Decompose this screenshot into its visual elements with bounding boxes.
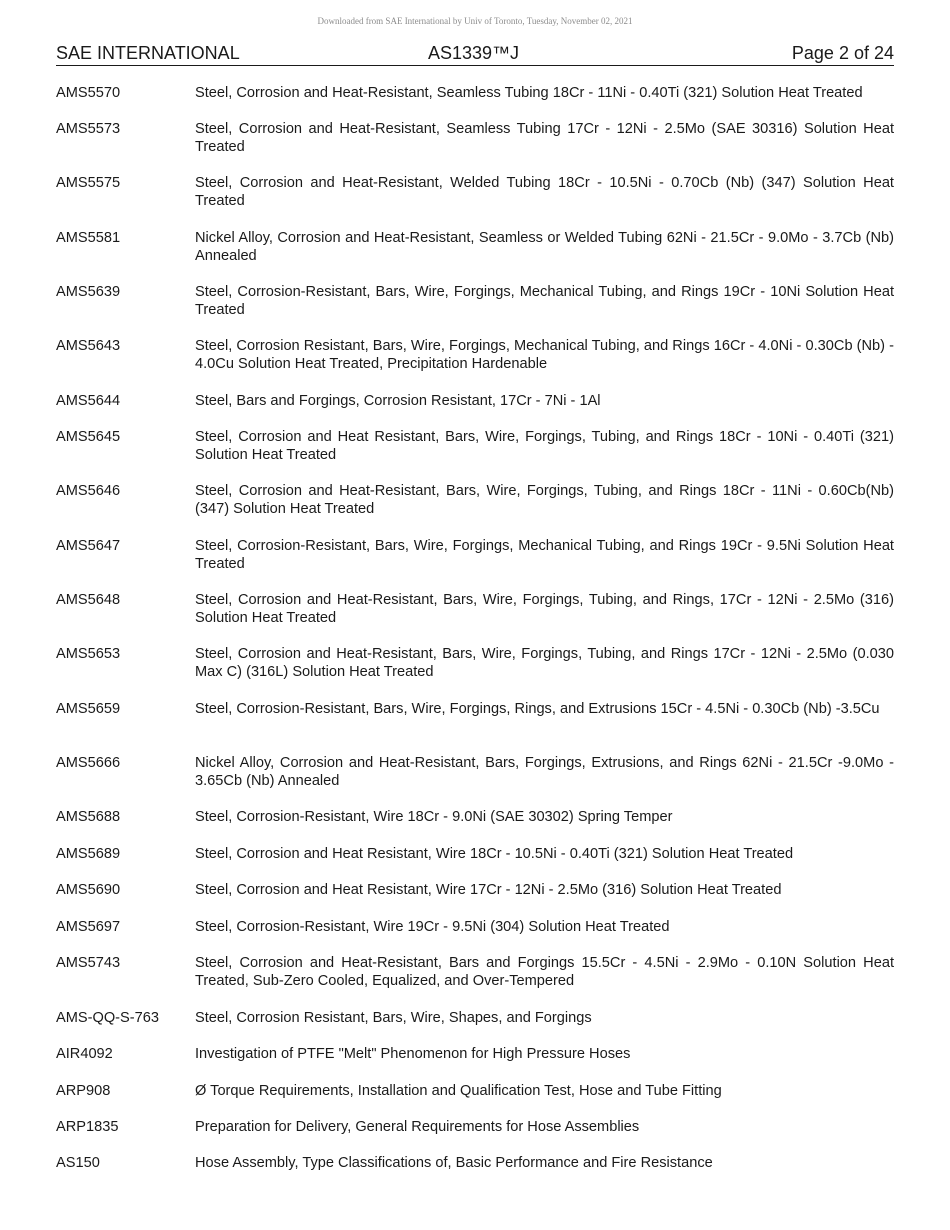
reference-code: AMS5647 (56, 538, 121, 554)
reference-code: AMS5644 (56, 393, 121, 409)
reference-entry (56, 591, 894, 627)
reference-code: AMS5643 (56, 338, 121, 354)
reference-code: AMS5666 (56, 755, 121, 771)
reference-code: ARP908 (56, 1083, 111, 1099)
organization-name: SAE INTERNATIONAL (56, 43, 240, 63)
reference-entry (56, 283, 894, 319)
reference-title: Nickel Alloy, Corrosion and Heat-Resistant, Seamless or Welded Tubing 62Ni - 21.5Cr - 9.0Mo - 3.7Cb (Nb) Annealed (195, 230, 894, 265)
reference-code: AMS5659 (56, 701, 121, 717)
reference-title: Steel, Corrosion-Resistant, Wire 19Cr - 9.5Ni (304) Solution Heat Treated (195, 919, 670, 935)
document-number: AS1339™J (428, 43, 520, 63)
reference-entry (56, 645, 894, 681)
reference-entry (56, 392, 894, 410)
reference-entry (56, 754, 894, 790)
reference-title: Steel, Bars and Forgings, Corrosion Resistant, 17Cr - 7Ni - 1Al (195, 393, 601, 409)
reference-code: AMS5573 (56, 121, 121, 137)
reference-code: AMS-QQ-S-763 (56, 1010, 159, 1026)
reference-title: Steel, Corrosion and Heat Resistant, Bars, Wire, Forgings, Tubing, and Rings 18Cr - 10Ni - 0.40Ti (321) Solution Heat Treated (195, 429, 894, 464)
reference-entry (56, 174, 894, 210)
reference-entry (56, 1009, 894, 1027)
reference-entry (56, 1154, 894, 1172)
reference-title: Nickel Alloy, Corrosion and Heat-Resistant, Bars, Forgings, Extrusions, and Rings 62Ni - 21.5Cr -9.0Mo - 3.65Cb (Nb) Annealed (195, 755, 894, 790)
reference-title: Steel, Corrosion-Resistant, Bars, Wire, Forgings, Rings, and Extrusions 15Cr - 4.5Ni - 0.30Cb (Nb) -3.5Cu (195, 701, 880, 717)
reference-code: AIR4092 (56, 1046, 113, 1062)
reference-code: AMS5575 (56, 175, 121, 191)
reference-title: Steel, Corrosion and Heat-Resistant, Bars, Wire, Forgings, Tubing, and Rings 17Cr - 12Ni - 2.5Mo (0.030 Max C) (316L) Solution Heat Treated (195, 646, 894, 681)
reference-code: AMS5639 (56, 284, 121, 300)
reference-code: AMS5645 (56, 429, 121, 445)
page-header (56, 43, 894, 66)
reference-entry (56, 428, 894, 464)
reference-title: Steel, Corrosion and Heat-Resistant, Bars, Wire, Forgings, Tubing, and Rings, 17Cr - 12Ni - 2.5Mo (316) Solution Heat Treated (195, 592, 894, 627)
reference-title: Steel, Corrosion Resistant, Bars, Wire, Shapes, and Forgings (195, 1010, 592, 1026)
reference-code: AMS5570 (56, 85, 121, 101)
reference-entry (56, 1045, 894, 1063)
reference-title: Steel, Corrosion and Heat-Resistant, Seamless Tubing 18Cr - 11Ni - 0.40Ti (321) Solution Heat Treated (195, 85, 863, 101)
reference-title: Steel, Corrosion and Heat Resistant, Wire 17Cr - 12Ni - 2.5Mo (316) Solution Heat Treated (195, 882, 782, 898)
reference-title: Hose Assembly, Type Classifications of, Basic Performance and Fire Resistance (195, 1155, 713, 1171)
reference-code: AS150 (56, 1155, 100, 1171)
reference-code: AMS5688 (56, 809, 121, 825)
reference-entry (56, 845, 894, 863)
reference-entry (56, 482, 894, 518)
reference-title: Steel, Corrosion-Resistant, Bars, Wire, Forgings, Mechanical Tubing, and Rings 19Cr - 9.5Ni Solution Heat Treated (195, 538, 894, 573)
reference-entry (56, 881, 894, 899)
reference-entry (56, 84, 894, 102)
reference-title: Steel, Corrosion and Heat Resistant, Wire 18Cr - 10.5Ni - 0.40Ti (321) Solution Heat Treated (195, 846, 794, 862)
reference-title: Steel, Corrosion Resistant, Bars, Wire, Forgings, Mechanical Tubing, and Rings 16Cr - 4.0Ni - 0.30Cb (Nb) - 4.0Cu Solution Heat Treated, Precipitation Hardenable (195, 338, 894, 373)
reference-entry (56, 918, 894, 936)
page-number: Page 2 of 24 (791, 43, 894, 63)
download-watermark: Downloaded from SAE International by Univ of Toronto, Tuesday, November 02, 2021 (317, 16, 633, 26)
reference-code: AMS5581 (56, 230, 121, 246)
reference-title: Steel, Corrosion and Heat-Resistant, Bars and Forgings 15.5Cr - 4.5Ni - 2.9Mo - 0.10N Solution Heat Treated, Sub-Zero Cooled, Equalized, and Over-Tempered (195, 955, 894, 990)
reference-title: Steel, Corrosion-Resistant, Bars, Wire, Forgings, Mechanical Tubing, and Rings 19Cr - 10Ni Solution Heat Treated (195, 284, 894, 319)
reference-code: ARP1835 (56, 1119, 119, 1135)
reference-title: Steel, Corrosion and Heat-Resistant, Bars, Wire, Forgings, Tubing, and Rings 18Cr - 11Ni - 0.60Cb(Nb) (347) Solution Heat Treated (195, 483, 894, 518)
reference-code: AMS5697 (56, 919, 121, 935)
reference-code: AMS5653 (56, 646, 121, 662)
reference-entry (56, 954, 894, 990)
reference-title: Investigation of PTFE "Melt" Phenomenon for High Pressure Hoses (195, 1046, 631, 1062)
reference-entry (56, 537, 894, 573)
reference-entry (56, 808, 894, 826)
reference-title: Ø Torque Requirements, Installation and Qualification Test, Hose and Tube Fitting (195, 1083, 722, 1099)
reference-entry (56, 229, 894, 265)
reference-entry (56, 1118, 894, 1136)
reference-title: Steel, Corrosion-Resistant, Wire 18Cr - 9.0Ni (SAE 30302) Spring Temper (195, 809, 673, 825)
reference-title: Preparation for Delivery, General Requirements for Hose Assemblies (195, 1119, 640, 1135)
reference-code: AMS5648 (56, 592, 121, 608)
reference-entry (56, 337, 894, 373)
reference-title: Steel, Corrosion and Heat-Resistant, Seamless Tubing 17Cr - 12Ni - 2.5Mo (SAE 30316) Solution Heat Treated (195, 121, 894, 156)
reference-code: AMS5646 (56, 483, 121, 499)
reference-entry (56, 120, 894, 156)
reference-entry (56, 1082, 894, 1100)
reference-title: Steel, Corrosion and Heat-Resistant, Welded Tubing 18Cr - 10.5Ni - 0.70Cb (Nb) (347) Solution Heat Treated (195, 175, 894, 210)
reference-code: AMS5743 (56, 955, 121, 971)
reference-code: AMS5690 (56, 882, 121, 898)
reference-code: AMS5689 (56, 846, 121, 862)
reference-entry (56, 700, 894, 718)
